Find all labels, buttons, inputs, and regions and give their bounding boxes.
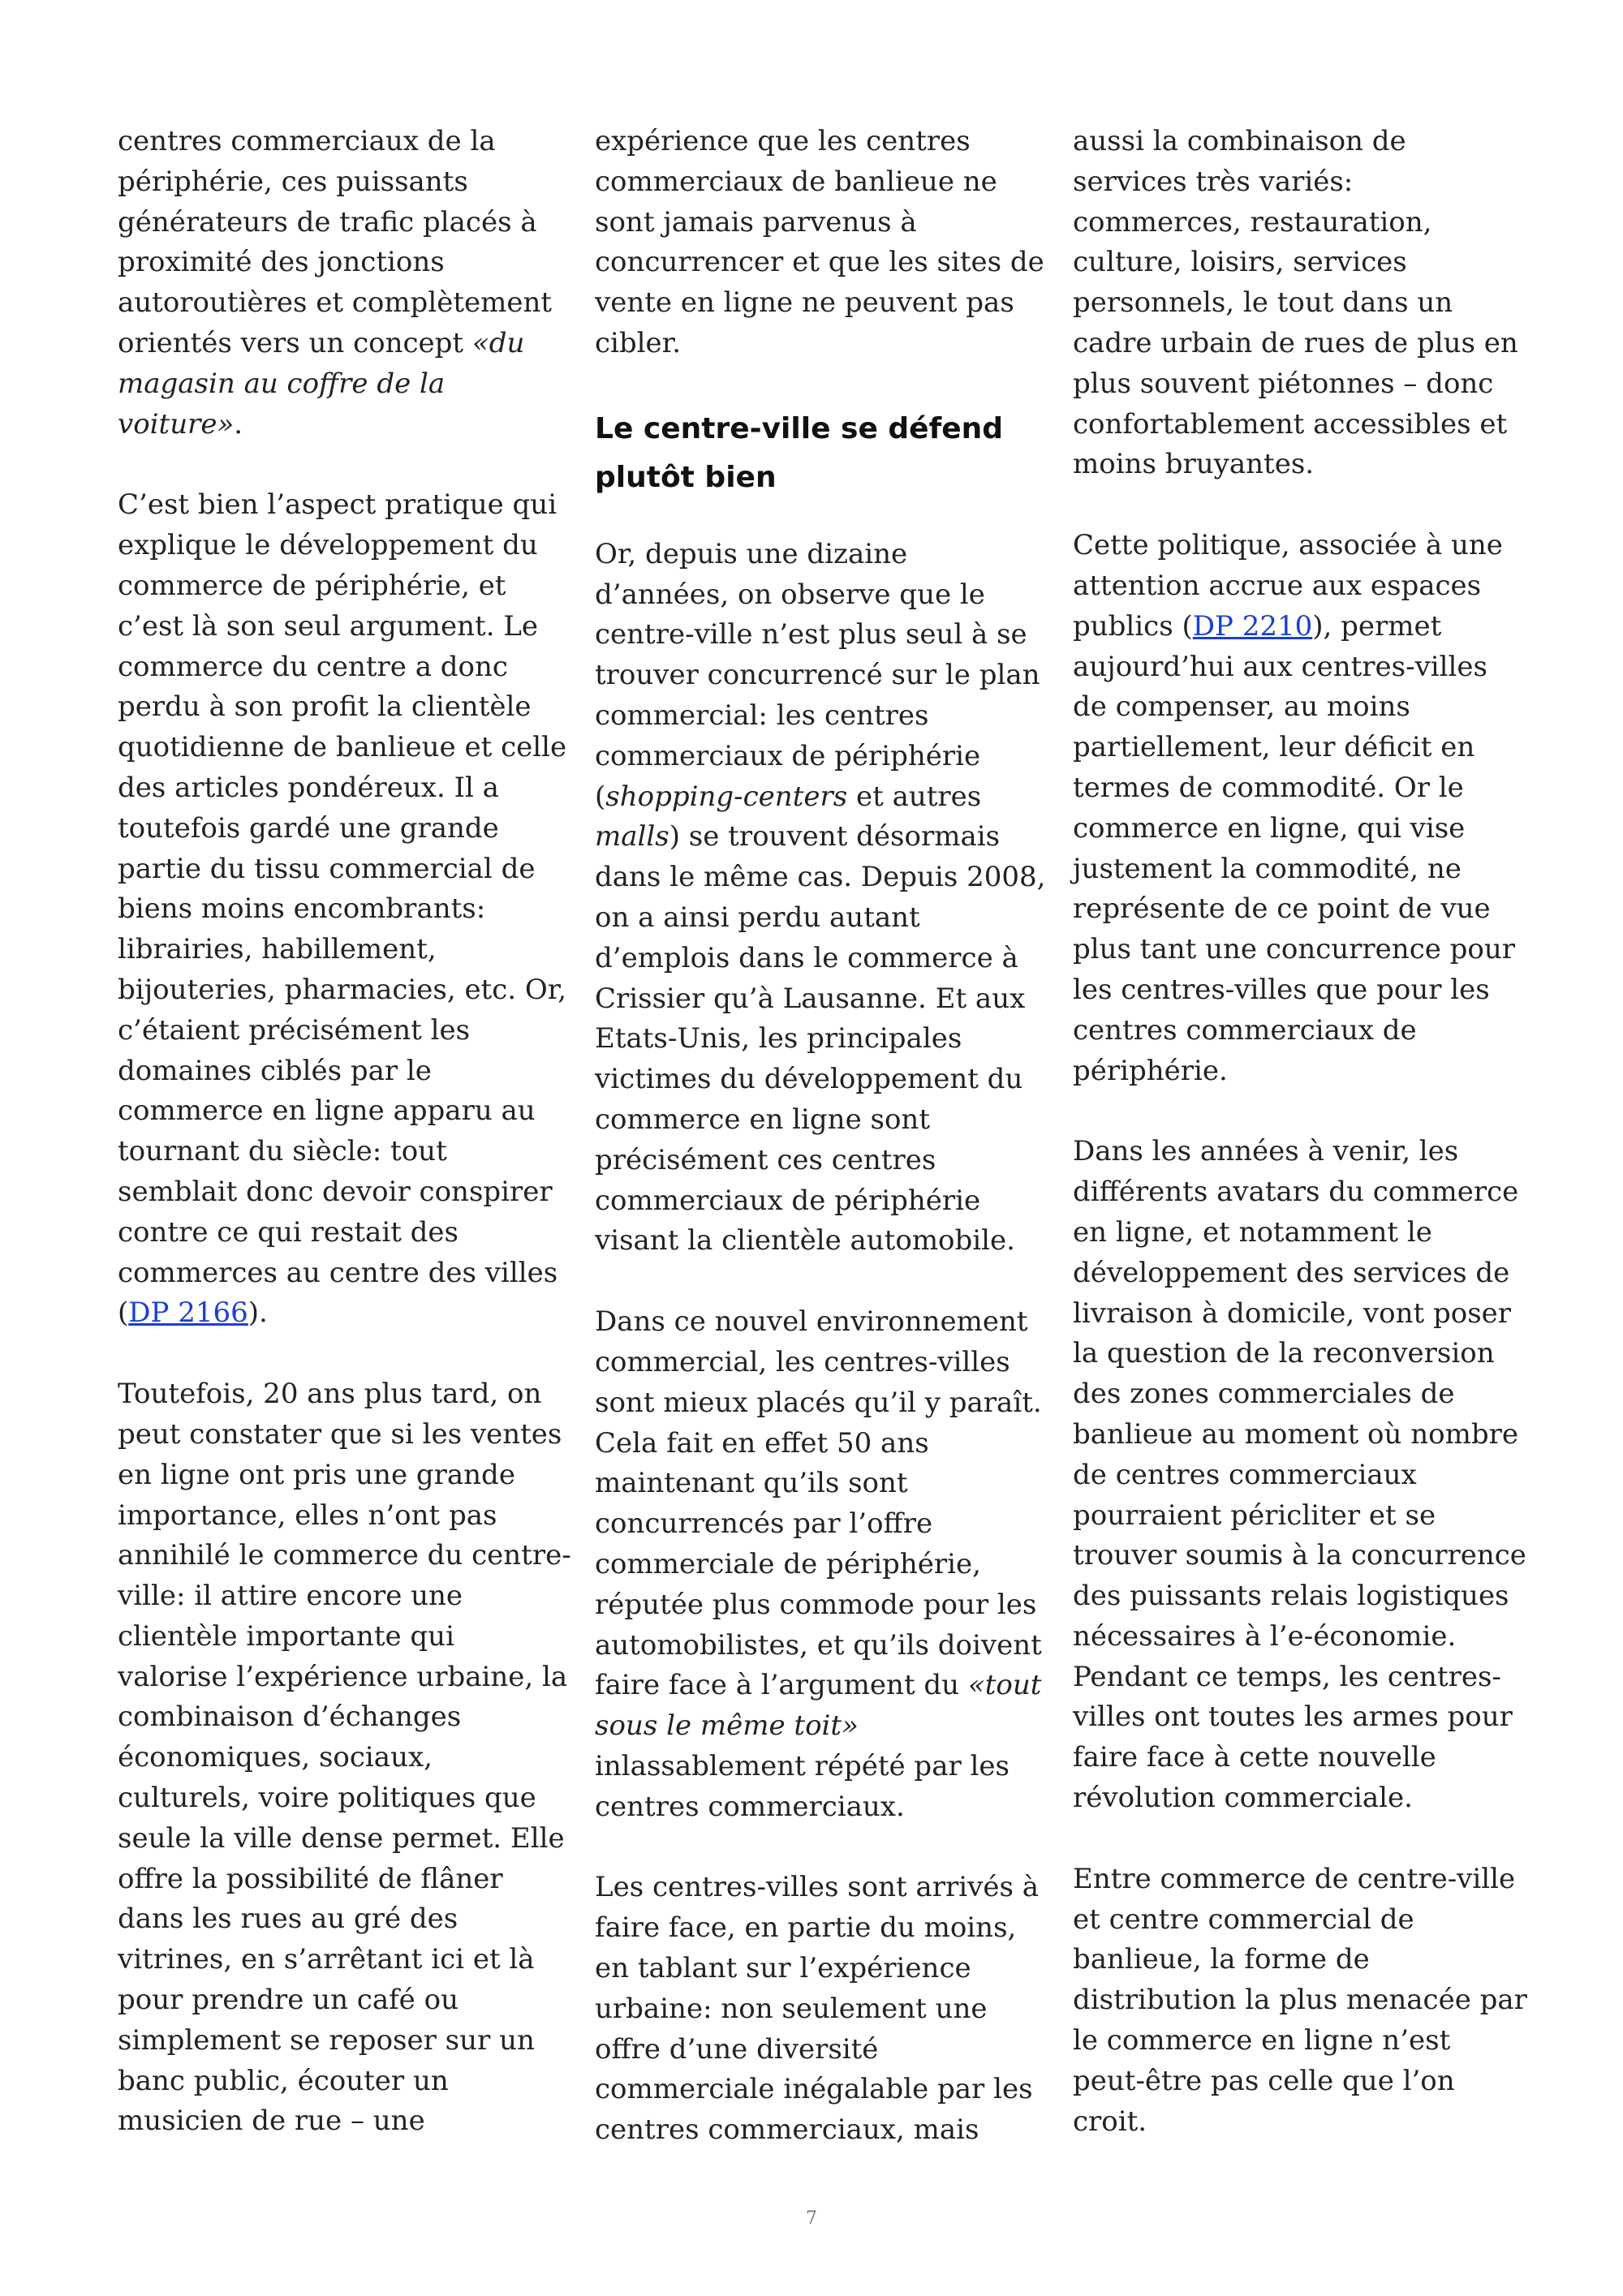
paragraph-text: Or, depuis une dizaine d’années, on observe que le centre-ville n’est plus seul à se trouver concurrencé sur le plan commercial: les centres commerciaux de périphérie ( (595, 537, 1040, 813)
paragraph-text: Cette politique, associée à une attention accrue aux espaces publics ( (1073, 529, 1503, 643)
text-column-1 (118, 122, 572, 2142)
paragraph (595, 535, 1049, 1262)
paragraph-text: C’est bien l’aspect pratique qui explique le développement du commerce de périphérie, et c’est là son seul argument. Le commerce du centre a donc perdu à son profit la clientèle quotidienne de banlieue et celle des articles pondéreux. Il a toutefois gardé une grande partie du tissu commercial de biens moins encombrants: librairies, habillement, bijouteries, pharmacies, etc. Or, c’étaient précisément les domaines ciblés par le commerce en ligne apparu au tournant du siècle: tout semblait donc devoir conspirer contre ce qui restait des commerces au centre des villes ( (118, 488, 567, 1330)
text-column-3 (1073, 122, 1527, 2142)
paragraph: Dans les années à venir, les différents avatars du commerce en ligne, et notamment le développement des services de livraison à domicile, vont poser la question de la reconversion des zones commerciales de banlieue au moment où nombre de centres commerciaux pourraient péricliter et se trouver soumis à la concurrence des puissants relais logistiques nécessaires à l’e-économie. Pendant ce temps, les centres-villes ont toutes les armes pour faire face à cette nouvelle révolution commerciale. (1073, 1135, 1526, 1815)
paragraph: Entre commerce de centre-ville et centre commercial de banlieue, la forme de distribution la plus menacée par le commerce en ligne n’est peut-être pas celle que l’on croit. (1073, 1862, 1527, 2138)
paragraph-text: centres commerciaux de la périphérie, ces puissants générateurs de trafic placés à proximité des jonctions autoroutières et complètement orientés vers un concept (118, 125, 553, 359)
text-column-2 (595, 122, 1049, 2151)
quoted-phrase: «tout sous le même toit» (595, 1669, 1042, 1743)
page-number: 7 (806, 2208, 817, 2229)
paragraph-text: et autres (847, 780, 982, 813)
paragraph-text: ), permet aujourd’hui aux centres-villes de compenser, au moins partiellement, leur déficit en termes de commodité. Or le commerce en ligne, qui vise justement la commodité, ne représente de ce point de vue plus tant une concurrence pour les centres-villes que pour les centres commerciaux de périphérie. (1073, 609, 1516, 1087)
paragraph-text: ) se trouvent désormais dans le même cas. Depuis 2008, on a ainsi perdu autant d’emplois dans le commerce à Crissier qu’à Lausanne. Et aux Etats-Unis, les principales victimes du développement du commerce en ligne sont précisément ces centres commerciaux de périphérie visant la clientèle automobile. (595, 820, 1046, 1258)
dp-2166-link[interactable]: DP 2166 (128, 1296, 248, 1330)
quoted-phrase: «du magasin au coffre de la voiture» (118, 326, 525, 441)
paragraph (595, 1302, 1049, 1827)
paragraph (118, 122, 572, 445)
italic-term: shopping-centers (605, 780, 848, 813)
paragraph: Toutefois, 20 ans plus tard, on peut constater que si les ventes en ligne ont pris une grande importance, elles n’ont pas annihilé le commerce du centre-ville: il attire encore une clientèle importante qui valorise l’expérience urbaine, la combinaison d’échanges économiques, sociaux, culturels, voire politiques que seule la ville dense permet. Elle offre la possibilité de flâner dans les rues au gré des vitrines, en s’arrêtant ici et là pour prendre un café ou simplement se reposer sur un banc public, écouter un musicien de rue – une (118, 1378, 571, 2138)
paragraph (1073, 526, 1527, 1091)
paragraph: expérience que les centres commerciaux de banlieue ne sont jamais parvenus à concurrencer et que les sites de vente en ligne ne peuvent pas cibler. (595, 125, 1044, 359)
paragraph-text: Dans ce nouvel environnement commercial, les centres-villes sont mieux placés qu’il y paraît. Cela fait en effet 50 ans maintenant qu’ils sont concurrencés par l’offre commerciale de périphérie, réputée plus commode pour les automobilistes, et qu’ils doivent faire face à l’argument du (595, 1305, 1042, 1702)
paragraph-text: inlassablement répété par les centres commerciaux. (595, 1749, 1010, 1823)
section-heading: Le centre-ville se défend plutôt bien (595, 411, 1004, 494)
paragraph: aussi la combinaison de services très variés: commerces, restauration, culture, loisirs, services personnels, le tout dans un cadre urbain de rues de plus en plus souvent piétonnes – donc confortablement accessibles et moins bruyantes. (1073, 125, 1518, 481)
dp-2210-link[interactable]: DP 2210 (1192, 609, 1313, 643)
paragraph: Les centres-villes sont arrivés à faire face, en partie du moins, en tablant sur l’expérience urbaine: non seulement une offre d’une diversité commerciale inégalable par les centres commerciaux, mais (595, 1871, 1039, 2147)
paragraph-text: . (234, 407, 243, 441)
italic-term: malls (595, 820, 669, 853)
paragraph-text: ). (248, 1296, 268, 1330)
paragraph (118, 485, 572, 1334)
